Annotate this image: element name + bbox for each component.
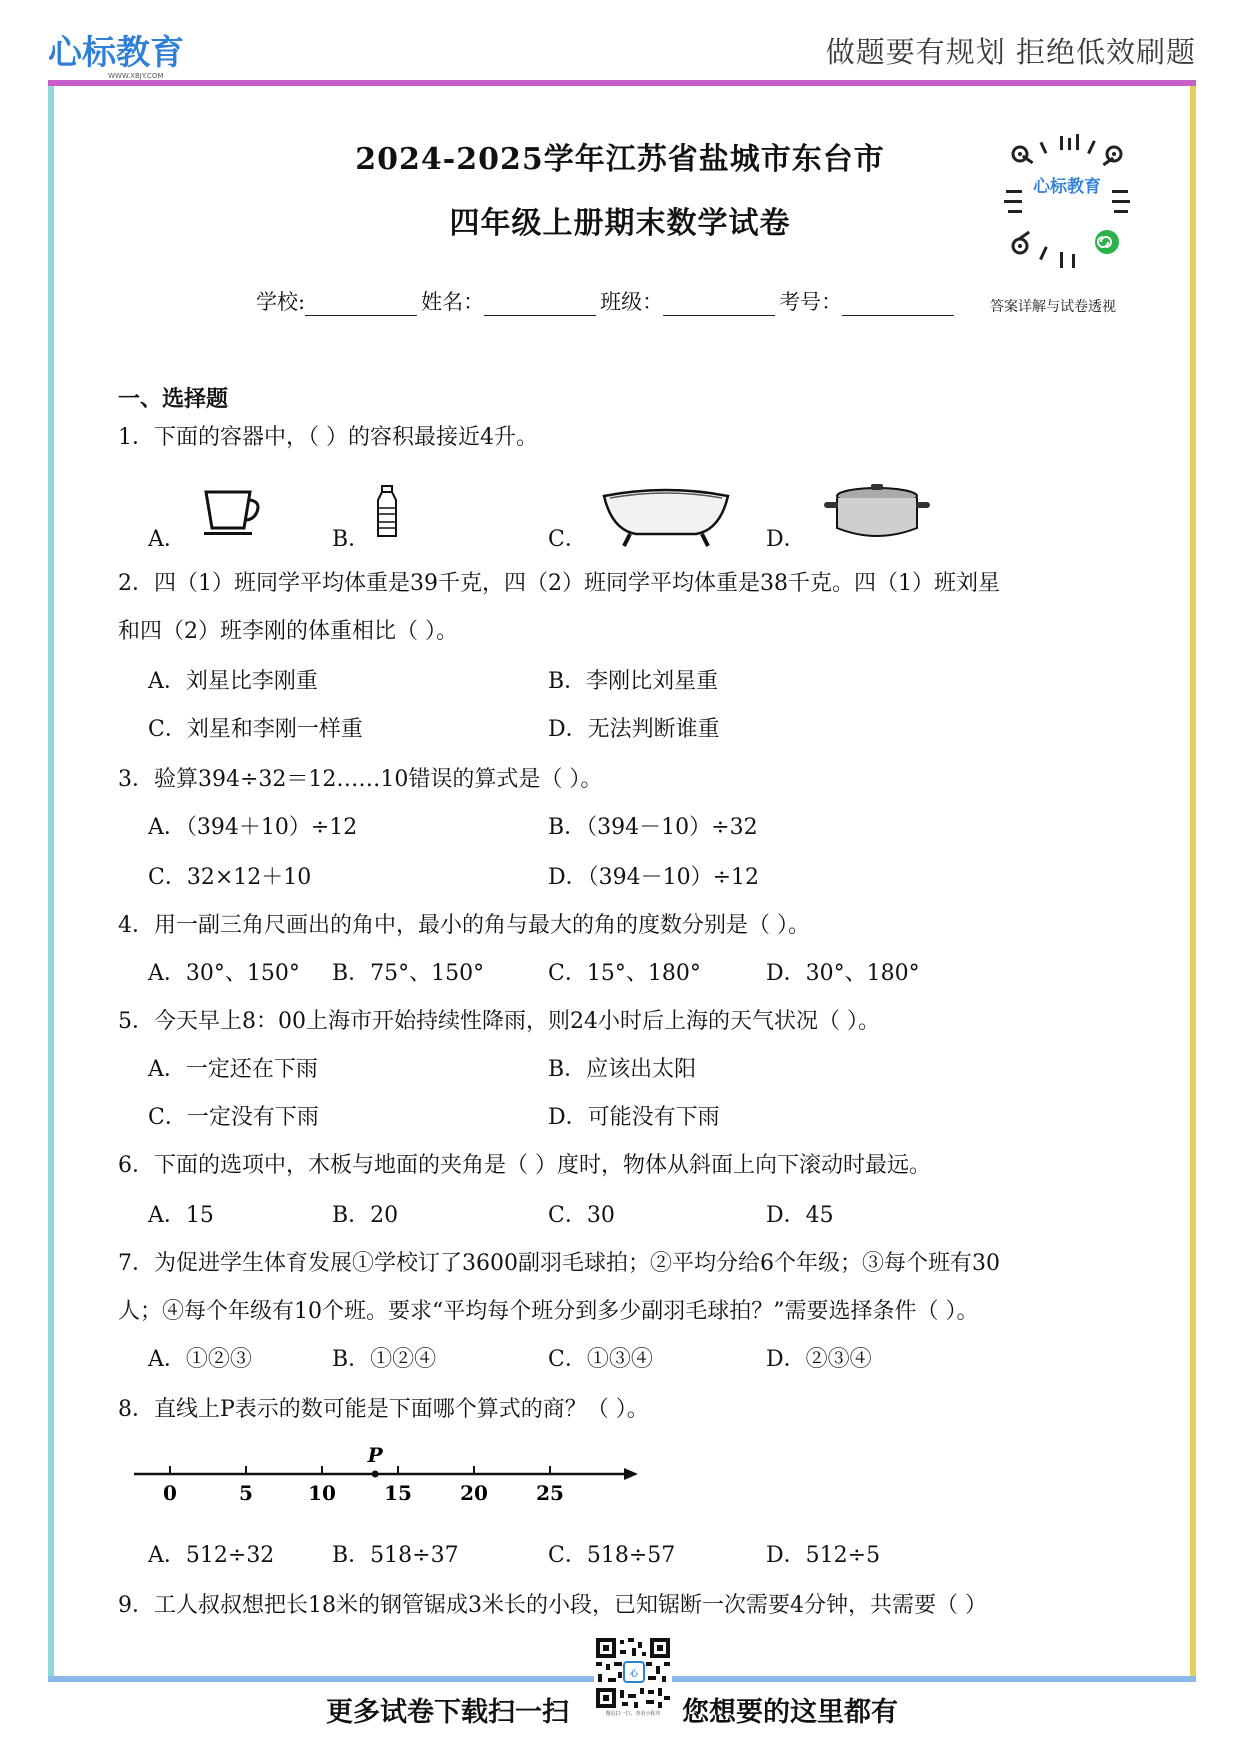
q3-option-c: C．32×12＋10: [148, 865, 312, 890]
q7-option-b: B．①②④: [332, 1347, 437, 1372]
question-3-text: 3．验算394÷32＝12……10错误的算式是（ ）。: [118, 767, 603, 792]
q1-option-c: C．: [548, 527, 587, 552]
q1-option-d: D．: [766, 527, 806, 552]
q4-option-b: B．75°、150°: [332, 961, 485, 986]
cup-icon: [200, 488, 266, 538]
point-p-marker: [372, 1471, 379, 1478]
question-9-text: 9．工人叔叔想把长18米的钢管锯成3米长的小段，已知锯断一次需要4分钟，共需要（ ）: [118, 1593, 987, 1618]
q2-option-a: A．刘星比李刚重: [148, 669, 318, 694]
question-6-text: 6．下面的选项中，木板与地面的夹角是（ ）度时，物体从斜面上向下滚动时最远。: [118, 1153, 931, 1178]
q8-option-b: B．518÷37: [332, 1543, 459, 1568]
number-line-tick-label: 5: [239, 1481, 253, 1505]
number-line-tick-label: 0: [163, 1481, 177, 1505]
bathtub-icon: [600, 484, 732, 550]
footer-qr-caption: 微信扫一扫，查看小程序: [605, 1711, 661, 1717]
exam-no-field[interactable]: [842, 296, 954, 316]
student-info-line: [256, 286, 958, 316]
top-divider: [48, 80, 1196, 86]
point-p-label: P: [367, 1443, 383, 1467]
number-line-figure: [130, 1440, 640, 1510]
question-2-text-line2: 和四（2）班李刚的体重相比（ ）。: [118, 619, 458, 644]
exam-title-line2: 四年级上册期末数学试卷: [449, 206, 791, 241]
q7-option-d: D．②③④: [766, 1347, 872, 1372]
q4-option-d: D．30°、180°: [766, 961, 920, 986]
number-line-tick-label: 25: [536, 1481, 564, 1505]
q7-option-c: C．①③④: [548, 1347, 653, 1372]
footer-right-text: 您想要的这里都有: [682, 1697, 898, 1728]
pot-icon: [822, 484, 932, 540]
qr-caption: 答案详解与试卷透视: [990, 299, 1116, 315]
number-line-tick-label: 20: [460, 1481, 488, 1505]
q2-option-d: D．无法判断谁重: [548, 717, 720, 742]
q6-option-c: C．30: [548, 1203, 615, 1228]
q4-option-a: A．30°、150°: [148, 961, 300, 986]
school-label: 学校:: [256, 290, 306, 314]
right-border: [1190, 86, 1196, 1676]
q8-option-d: D．512÷5: [766, 1543, 881, 1568]
class-label: 班级：: [600, 290, 664, 314]
q4-option-c: C．15°、180°: [548, 961, 701, 986]
q5-option-b: B．应该出太阳: [548, 1057, 697, 1082]
question-7-text-line1: 7．为促进学生体育发展①学校订了3600副羽毛球拍；②平均分给6个年级；③每个班有30: [118, 1251, 1000, 1276]
footer-left-text: 更多试卷下载扫一扫: [326, 1697, 569, 1728]
qr-logo-text: 心标教育: [1033, 177, 1101, 197]
question-1-text: 1．下面的容器中，（ ）的容积最接近4升。: [118, 425, 538, 450]
svg-text:心: 心: [630, 1669, 638, 1678]
logo-url: WWW.XBJY.COM: [108, 72, 164, 80]
exam-title-line1: 2024-2025学年江苏省盐城市东台市: [355, 142, 885, 177]
exam-no-label: 考号：: [779, 290, 843, 314]
name-field[interactable]: [484, 296, 596, 316]
question-4-text: 4．用一副三角尺画出的角中，最小的角与最大的角的度数分别是（ ）。: [118, 913, 810, 938]
q5-option-d: D．可能没有下雨: [548, 1105, 720, 1130]
q3-option-a: A．（394＋10）÷12: [148, 815, 358, 840]
q8-option-a: A．512÷32: [148, 1543, 275, 1568]
q1-option-b: B．: [332, 527, 371, 552]
q7-option-a: A．①②③: [148, 1347, 252, 1372]
q6-option-a: A．15: [148, 1203, 214, 1228]
q1-option-a: A．: [148, 527, 186, 552]
class-field[interactable]: [663, 296, 775, 316]
section-heading: 一、选择题: [118, 387, 229, 412]
q3-option-d: D．（394－10）÷12: [548, 865, 760, 890]
q5-option-a: A．一定还在下雨: [148, 1057, 318, 1082]
number-line-tick-label: 10: [308, 1481, 336, 1505]
left-border: [48, 86, 54, 1676]
bottle-icon: [372, 484, 402, 540]
header-slogan: 做题要有规划 拒绝低效刷题: [825, 35, 1196, 69]
number-line-tick-label: 15: [384, 1481, 412, 1505]
q5-option-c: C．一定没有下雨: [148, 1105, 319, 1130]
name-label: 姓名：: [421, 290, 485, 314]
logo-text: 心标教育: [48, 33, 184, 73]
question-2-text-line1: 2．四（1）班同学平均体重是39千克，四（2）班同学平均体重是38千克。四（1）班刘星: [118, 571, 1000, 596]
brand-logo: [48, 28, 208, 80]
q2-option-b: B．李刚比刘星重: [548, 669, 719, 694]
footer-qr-code[interactable]: [594, 1636, 672, 1718]
q6-option-d: D．45: [766, 1203, 834, 1228]
q3-option-b: B．（394－10）÷32: [548, 815, 758, 840]
number-line-arrow: [624, 1468, 638, 1480]
question-8-text: 8．直线上P表示的数可能是下面哪个算式的商？（ ）。: [118, 1397, 649, 1422]
q2-option-c: C．刘星和李刚一样重: [148, 717, 363, 742]
mini-program-qr-code[interactable]: [1002, 134, 1132, 272]
question-7-text-line2: 人；④每个年级有10个班。要求“平均每个班分到多少副羽毛球拍？”需要选择条件（ ）。: [118, 1299, 979, 1324]
q8-option-c: C．518÷57: [548, 1543, 676, 1568]
question-5-text: 5．今天早上8：00上海市开始持续性降雨，则24小时后上海的天气状况（ ）。: [118, 1009, 880, 1034]
school-field[interactable]: [305, 296, 417, 316]
q6-option-b: B．20: [332, 1203, 399, 1228]
